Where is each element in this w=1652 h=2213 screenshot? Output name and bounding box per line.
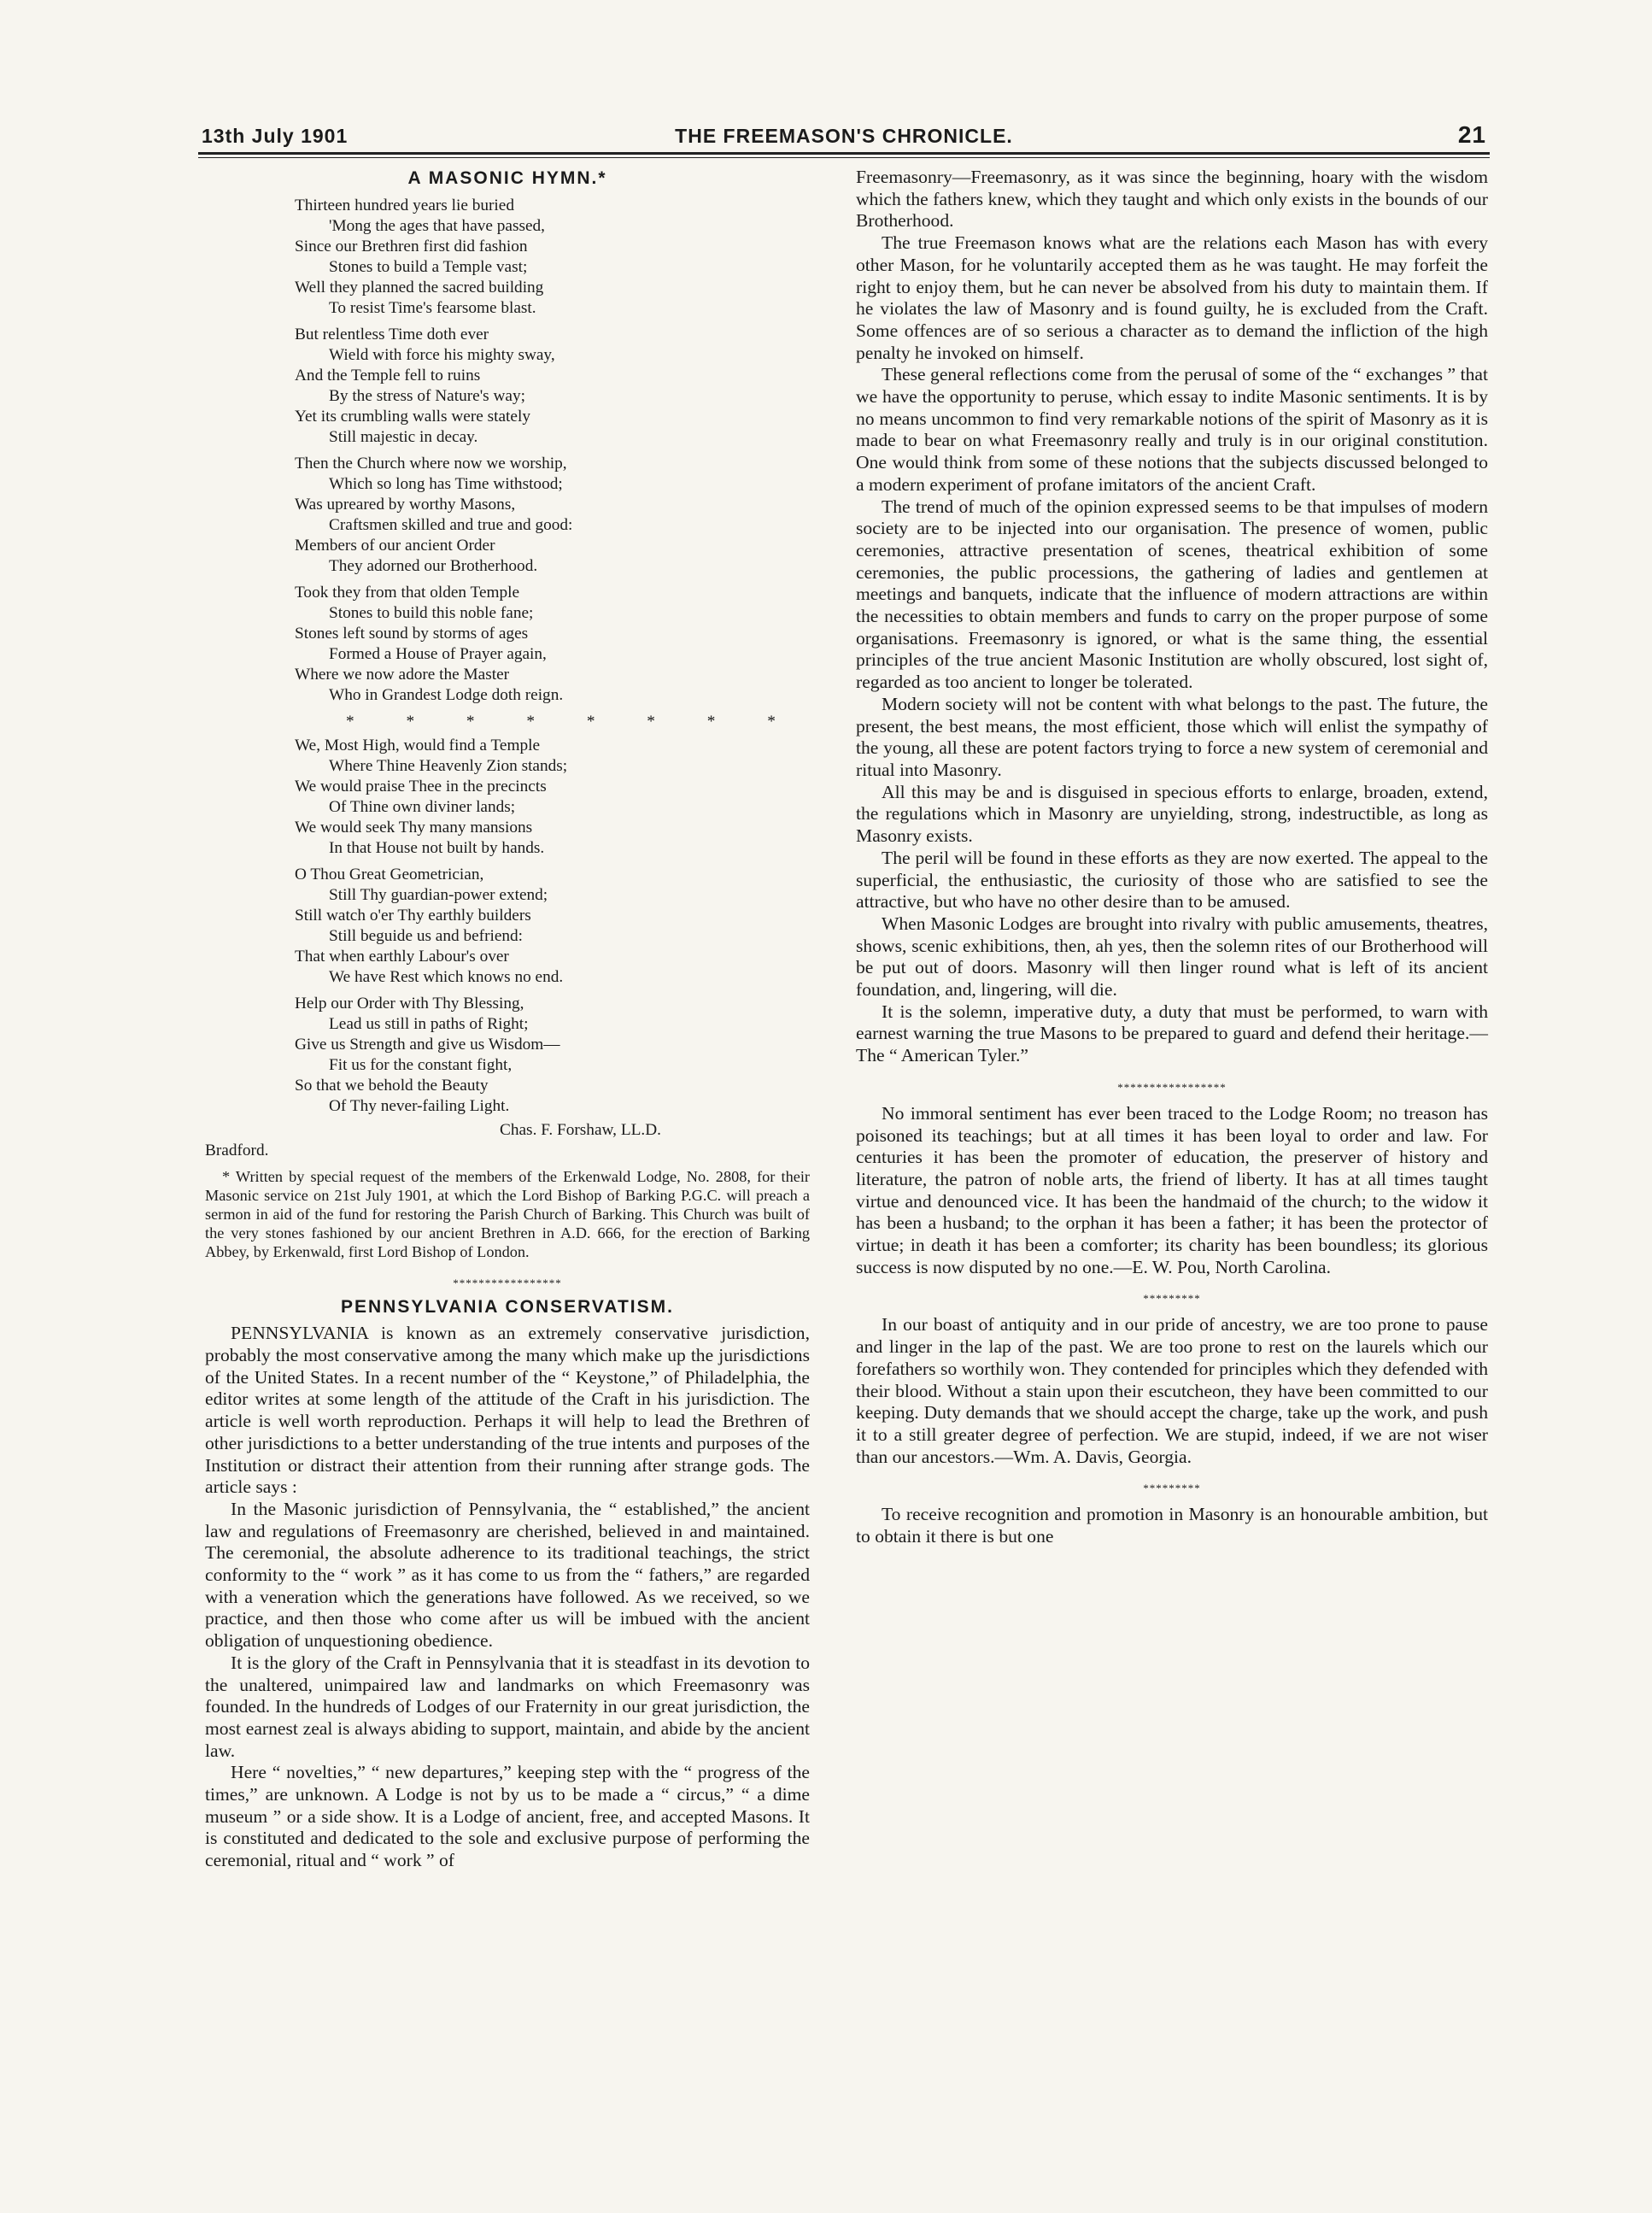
poem-line: Thirteen hundred years lie buried [295,197,514,214]
poem-line: Formed a House of Prayer again, [329,645,547,663]
poem-line: But relentless Time doth ever [295,326,489,343]
hymn-stanza [295,454,810,577]
issue-date: 13th July 1901 [202,125,349,147]
poem-line: Lead us still in paths of Right; [329,1015,529,1033]
hymn-poem [295,196,810,1117]
poem-line: Give us Strength and give us Wisdom— [295,1036,560,1054]
asterisk-divider: ********* [1143,1482,1201,1495]
asterisk-divider: ***************** [453,1277,562,1290]
poem-line: Still Thy guardian-power extend; [329,886,548,904]
poem-line: They adorned our Brotherhood. [329,557,538,575]
poem-line: Who in Grandest Lodge doth reign. [329,686,564,704]
poem-line: We would praise Thee in the precincts [295,778,547,795]
page-header [198,120,1490,154]
page-number: 21 [1457,121,1486,148]
asterisk-divider: ***************** [1117,1080,1227,1094]
article-paragraph: The true Freemason knows what are the relations each Mason has with every other Mason, for he voluntarily accepted them as he was taught. He may forfeit the right to enjoy them, but he can never be absolved from his duty to maintain them. If he violates the law of Masonry and is found guilty, he is excluded from the Craft. Some offences are of so serious a character as to demand the infliction of the high penalty he invoked on himself. [856,232,1488,363]
left-column [205,167,810,1872]
hymn-stanza [295,994,810,1117]
poem-line: Of Thine own diviner lands; [329,798,516,816]
penn-title: PENNSYLVANIA CONSERVATISM. [341,1297,674,1318]
hymn-title: A MASONIC HYMN.* [407,168,607,188]
article-paragraph: In the Masonic jurisdiction of Pennsylvania, the “ established,” the ancient law and regulations of Freemasonry are cherished, believed in and maintained. The ceremonial, the absolute adherence to its traditional teachings, the strict conformity to the “ work ” as it has come to us from the “ fathers,” are regarded with a veneration which the generations have followed. As we received, so we practice, and then those who come after us will be imbued with the ancient obligation of unquestioning obedience. [205,1498,810,1652]
article-paragraph: These general reflections come from the perusal of some of the “ exchanges ” that we have the opportunity to peruse, which essay to indite Masonic sentiments. It is by no means uncommon to find very remarkable notions of the spirit of Masonry as it is made to bear on what Freemasonry really and truly is in our original constitution. One would think from some of these notions that the subjects discussed belonged to a modern experiment of profane imitators of the ancient Craft. [856,364,1488,495]
poem-line: And the Temple fell to ruins [295,367,481,384]
asterisk-divider: ********* [1143,1292,1201,1306]
hymn-stanza [295,736,810,859]
article-paragraph: Here “ novelties,” “ new departures,” keeping step with the “ progress of the times,” are unknown. A Lodge is not by us to be made a “ circus,” “ a dime museum ” or a side show. It is a Lodge of ancient, free, and accepted Masons. It is constituted and dedicated to the sole and exclusive purpose of performing the ceremonial, ritual and “ work ” of [205,1762,810,1871]
poem-line: Stones to build a Temple vast; [329,258,528,276]
right-column [856,167,1488,1548]
davis-paragraph: In our boast of antiquity and in our pride of ancestry, we are too prone to pause and linger in the lap of the past. We are too prone to rest on the laurels which our forefathers so worthily won. They contended for principles which they defended with their blood. Without a stain upon their escutcheon, they have been committed to our keeping. Duty demands that we should accept the charge, take up the work, and push it to a still greater degree of perfection. We are stupid, indeed, if we are not wiser than our ancestors.—Wm. A. Davis, Georgia. [856,1314,1488,1467]
final-paragraph: To receive recognition and promotion in Masonry is an honourable ambition, but to obtain it there is but one [856,1504,1488,1547]
article-paragraph: It is the solemn, imperative duty, a duty that must be performed, to warn with earnest warning the true Masons to be prepared to guard and defend their heritage.—The “ American Tyler.” [856,1001,1488,1066]
poem-line: Where Thine Heavenly Zion stands; [329,757,568,775]
poem-line: That when earthly Labour's over [295,948,509,966]
poem-line: Members of our ancient Order [295,537,495,555]
poem-line: Where we now adore the Master [295,666,510,684]
poem-line: We have Rest which knows no end. [329,968,564,986]
pou-paragraph: No immoral sentiment has ever been traced to the Lodge Room; no treason has poisoned its teachings; but at all times it has been loyal to order and law. For centuries it has been the promoter of education, the preserver of history and literature, the patron of noble arts, the friend of liberty. It has at all times taught virtue and denounced vice. It has been the handmaid of the church; to the widow it has been a husband; to the orphan it has been a father; it has been the protector of virtue; in death it has been a comforter; its charity has been boundless; its glorious success is now disputed by no one.—E. W. Pou, North Carolina. [856,1102,1488,1277]
article-paragraph: The peril will be found in these efforts as they are now exerted. The appeal to the superficial, the enthusiastic, the curiosity of those who are satisfied to see the attractive, but who have no other desire than to be amused. [856,847,1488,913]
poem-line: Still majestic in decay. [329,428,478,446]
poem-line: Stones to build this noble fane; [329,604,534,622]
poem-line: In that House not built by hands. [329,839,545,857]
poem-line: So that we behold the Beauty [295,1077,489,1095]
hymn-stanza [295,583,810,706]
poem-line: Yet its crumbling walls were stately [295,408,530,426]
poem-line: To resist Time's fearsome blast. [329,299,536,317]
hymn-stanza [295,196,810,319]
hymn-footnote: * Written by special request of the members of the Erkenwald Lodge, No. 2808, for their Masonic service on 21st July 1901, at which the Lord Bishop of Barking P.G.C. will preach a sermon in aid of the fund for restoring the Parish Church of Barking. This Church was built of the very stones fashioned by our ancient Brethren in A.D. 666, for the erection of Barking Abbey, by Erkenwald, first Lord Bishop of London. [205,1168,810,1260]
poem-line: Was upreared by worthy Masons, [295,496,516,514]
article-paragraph: The trend of much of the opinion expressed seems to be that impulses of modern society are to be injected into our organisation. The presence of women, public ceremonies, attractive presentation of scenes, theatrical exhibition of some ceremonies, the public processions, the gathering of ladies and gentlemen at meetings and banquets, indicate that the influence of modern attractions are within the necessities to obtain members and funds to carry on the proper purpose of some organisations. Freemasonry is ignored, or what is the same thing, the essential principles of the true ancient Masonic Institution are wholly obscured, lost sight of, regarded as too ancient to longer be tolerated. [856,496,1488,693]
article-paragraph: Modern society will not be content with what belongs to the past. The future, the present, the best means, the most efficient, those which will enlist the sympathy of the young, all these are potent factors trying to force a new system of ceremonial and ritual into Masonry. [856,693,1488,780]
hymn-stanza [295,865,810,988]
poem-line: Fit us for the constant fight, [329,1056,513,1074]
masthead: THE FREEMASON'S CHRONICLE. [675,125,1013,147]
poem-line: We would seek Thy many mansions [295,819,533,836]
hymn-stanza [295,325,810,448]
poem-line: Wield with force his mighty sway, [329,346,555,364]
article-paragraph: PENNSYLVANIA is known as an extremely conservative jurisdiction, probably the most conservative among the many which make up the jurisdictions of the United States. In a recent number of the “ Keystone,” of Philadelphia, the editor writes at some length of the attitude of the Craft in his jurisdiction. The article is well worth reproduction. Perhaps it will help to lead the Brethren of other jurisdictions to a better understanding of the true intents and purposes of the Institution or distract their attention from their running after strange gods. The article says : [205,1323,810,1498]
poem-line: 'Mong the ages that have passed, [329,217,545,235]
poem-line: Help our Order with Thy Blessing, [295,995,524,1013]
poem-line: Took they from that olden Temple [295,584,520,602]
poem-line: Still beguide us and befriend: [329,927,524,945]
hymn-author: Chas. F. Forshaw, LL.D. [500,1121,661,1139]
poem-line: Which so long has Time withstood; [329,475,563,493]
article-paragraph: When Masonic Lodges are brought into rivalry with public amusements, theatres, shows, scenic exhibitions, then, ah yes, then the solemn rites of our Brotherhood will be put out of doors. Masonry will then linger round what is left of its ancient foundation, and, lingering, will die. [856,913,1488,1001]
poem-line: By the stress of Nature's way; [329,387,525,405]
poem-line: Still watch o'er Thy earthly builders [295,907,531,925]
poem-line: Of Thy never-failing Light. [329,1097,510,1115]
article-paragraph: Freemasonry—Freemasonry, as it was since the beginning, hoary with the wisdom which the fathers knew, which they taught and which only exists in the bounds of our Brotherhood. [856,167,1488,232]
poem-line: Well they planned the sacred building [295,279,544,296]
poem-line: Craftsmen skilled and true and good: [329,516,573,534]
poem-line: O Thou Great Geometrician, [295,866,484,883]
article-paragraph: All this may be and is disguised in specious efforts to enlarge, broaden, extend, the regulations which in Masonry are unyielding, strong, indestructible, as long as Masonry exists. [856,781,1488,847]
header-rule [198,152,1490,158]
stars-separator: * * * * * * * * [346,713,800,731]
poem-line: Then the Church where now we worship, [295,455,567,473]
poem-line: Stones left sound by storms of ages [295,625,529,643]
poem-line: Since our Brethren first did fashion [295,238,528,255]
article-paragraph: It is the glory of the Craft in Pennsylvania that it is steadfast in its devotion to the unaltered, unimpaired law and landmarks on which Freemasonry was founded. In the hundreds of Lodges of our Fraternity in our great jurisdiction, the most earnest zeal is always abiding to support, maintain, and abide by the ancient law. [205,1652,810,1761]
poem-line: We, Most High, would find a Temple [295,737,540,754]
hymn-place: Bradford. [205,1142,269,1159]
